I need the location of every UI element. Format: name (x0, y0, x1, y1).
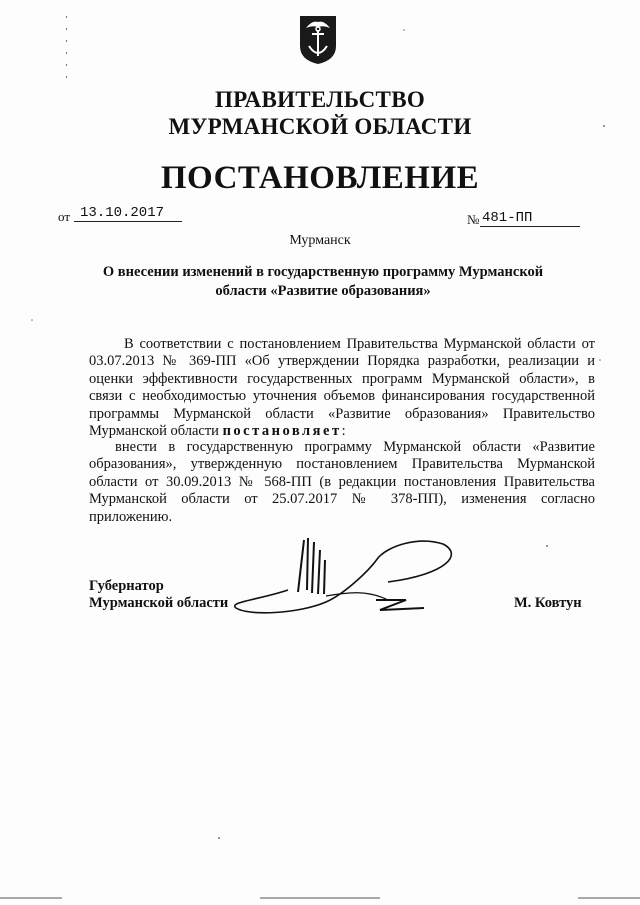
handwritten-signature (228, 530, 478, 630)
document-number: 481-ПП (480, 210, 580, 227)
coat-of-arms-icon (298, 14, 338, 66)
signatory-title-line2: Мурманской области (89, 595, 229, 611)
resolves-word: постановляет (222, 423, 342, 440)
subject-line1: О внесении изменений в государственную программу Мурманской (102, 264, 544, 280)
document-subject (96, 263, 550, 301)
paragraph-1-text: В соответствии с постановлением Правительства Мурманской области от 03.07.2013 № 369-ПП «Об утверждении Порядка разработки, реализации и оценки эффективности государственных программ Мурманской области», в связи с необходимостью уточнения объемов финансирования государственной программы Мурманской области «Развитие образования» Правительство Мурманской области (89, 336, 595, 440)
government-name-line1: ПРАВИТЕЛЬСТВО (214, 87, 426, 112)
government-name-line2: МУРМАНСКОЙ ОБЛАСТИ (168, 114, 472, 139)
document-title: ПОСТАНОВЛЕНИЕ (160, 160, 480, 196)
date-prefix: от (58, 209, 71, 224)
signatory-name: М. Ковтун (514, 595, 582, 611)
subject-line2: области «Развитие образования» (215, 283, 431, 299)
body-paragraph-1 (89, 336, 595, 440)
number-prefix: № (467, 212, 480, 227)
signatory-title-line1: Губернатор (89, 578, 164, 594)
body-paragraph-2: внести в государственную программу Мурманской области «Развитие образования», утвержденную постановлением Правительства Мурманской области от 30.09.2013 № 568-ПП (в редакции постановления Правительства Мурманской области от 25.07.2017 № 378-ПП), изменения согласно приложению. (89, 439, 595, 525)
paragraph-1-end: : (341, 423, 346, 440)
document-city: Мурманск (289, 233, 351, 248)
document-date: 13.10.2017 (74, 205, 182, 222)
